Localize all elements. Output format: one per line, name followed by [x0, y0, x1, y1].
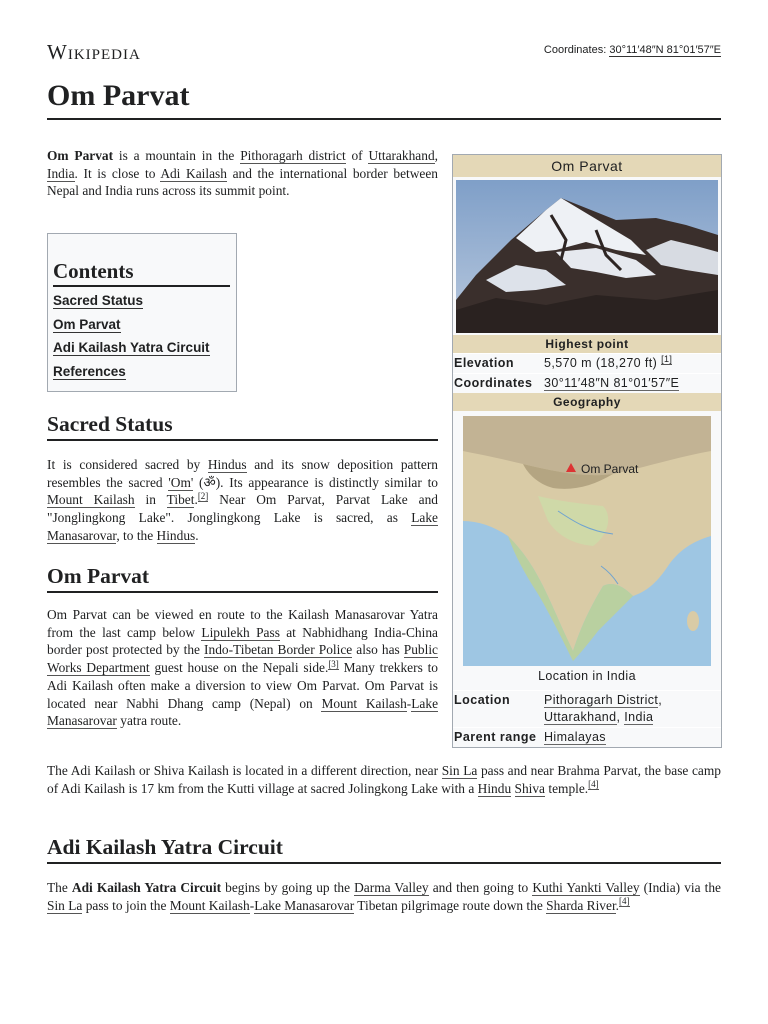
link-mount-kailash-3[interactable]: Mount Kailash	[169, 897, 250, 913]
ref-4[interactable]: [4]	[588, 779, 599, 790]
link-tibet[interactable]: Tibet	[166, 492, 195, 508]
infobox-row-elevation	[453, 353, 721, 373]
location-map[interactable]	[463, 416, 711, 666]
location-label: Location	[454, 693, 511, 707]
link-shiva[interactable]: Shiva	[514, 780, 546, 796]
om-paragraph-2-wrap	[47, 762, 721, 797]
link-mount-kailash-2[interactable]: Mount Kailash	[321, 695, 407, 711]
link-hindus[interactable]: Hindus	[207, 457, 247, 472]
infobox-row-parent-range	[453, 727, 721, 747]
toc-item-adi-kailash-yatra-circuit[interactable]: Adi Kailash Yatra Circuit	[53, 340, 210, 355]
sacred-paragraph: It is considered sacred by Hindus and its snow deposition pattern resembles the sacred 'Om' (ॐ). Its appearance is distinctly similar to Mount Kailash in Tibet.[2] Near Om Parvat, Parvat Lake and "Jonglingkong Lake". Jonglingkong Lake is sacred, as Lake Manasarovar, to the Hindus.	[47, 457, 438, 543]
heading-om-parvat: Om Parvat	[47, 562, 438, 593]
map-caption: Location in India	[538, 669, 636, 683]
infobox-geography-header: Geography	[453, 393, 721, 411]
link-uttarakhand[interactable]: Uttarakhand	[368, 148, 435, 163]
coordinates-label: Coordinates:	[543, 44, 607, 56]
coordinates-link-ib[interactable]: 30°11′48″N 81°01′57″E	[544, 376, 680, 390]
elevation-label: Elevation	[454, 356, 515, 370]
link-lake-manasarovar-3[interactable]: Lake Manasarovar	[254, 897, 355, 913]
link-india-ib[interactable]: India	[624, 710, 654, 724]
infobox-title: Om Parvat	[453, 155, 721, 177]
link-uttarakhand-ib[interactable]: Uttarakhand	[544, 710, 617, 724]
lead-bold-title: Om Parvat	[47, 148, 114, 163]
link-himalayas[interactable]: Himalayas	[544, 730, 606, 744]
link-pithoragarh-district-ib[interactable]: Pithoragarh District	[544, 693, 659, 707]
header-coordinates	[544, 44, 721, 56]
link-lipulekh-pass[interactable]: Lipulekh Pass	[201, 624, 280, 640]
mountain-photo[interactable]	[456, 180, 718, 333]
link-india[interactable]: India	[47, 165, 75, 181]
infobox-row-location	[453, 690, 721, 727]
section-om-parvat	[47, 606, 438, 730]
link-sin-la[interactable]: Sin La	[441, 763, 478, 778]
toc-title: Contents	[53, 258, 230, 287]
heading-sacred-status: Sacred Status	[47, 410, 438, 441]
wikipedia-wordmark[interactable]: Wikipedia	[47, 40, 141, 64]
infobox-highest-point-header: Highest point	[453, 335, 721, 353]
location-value: Pithoragarh District, Uttarakhand, India	[544, 693, 663, 724]
circuit-bold: Adi Kailash Yatra Circuit	[71, 880, 222, 895]
infobox-row-coordinates	[453, 373, 721, 393]
section-circuit	[47, 879, 721, 914]
heading-adi-kailash-yatra-circuit: Adi Kailash Yatra Circuit	[47, 833, 721, 864]
link-pwd[interactable]: Public Works Department	[47, 642, 438, 676]
elevation-value: 5,570 m (18,270 ft) [1]	[544, 353, 673, 370]
lead-paragraph: Om Parvat is a mountain in the Pithoragarh district of Uttarakhand, India. It is close to Adi Kailash and the international border between Nepal and India runs across its summit point.	[47, 148, 438, 199]
link-darma-valley[interactable]: Darma Valley	[354, 880, 429, 895]
lead-section	[47, 147, 438, 200]
coordinates-label-ib: Coordinates	[454, 376, 533, 390]
link-adi-kailash[interactable]: Adi Kailash	[160, 165, 227, 181]
map-marker-label: Om Parvat	[581, 462, 639, 476]
link-pithoragarh-district[interactable]: Pithoragarh district	[240, 148, 346, 163]
toc-item-sacred-status[interactable]: Sacred Status	[53, 293, 144, 308]
link-sin-la-2[interactable]: Sin La	[47, 897, 83, 913]
coordinates-link[interactable]: 30°11′48″N 81°01′57″E	[609, 44, 721, 56]
link-lake-manasarovar-2[interactable]: Lake Manasarovar	[47, 695, 439, 729]
table-of-contents	[47, 233, 237, 392]
link-hindu[interactable]: Hindu	[477, 780, 512, 796]
ref-4-b[interactable]: [4]	[619, 896, 630, 907]
circuit-paragraph: The Adi Kailash Yatra Circuit begins by going up the Darma Valley and then going to Kuthi Yankti Valley (India) via the Sin La pass to join the Mount Kailash-Lake Manasarovar Tibetan pilgrimage route down the Sharda River.[4]	[47, 880, 721, 913]
om-paragraph-1: Om Parvat can be viewed en route to the Kailash Manasarovar Yatra from the last camp below Lipulekh Pass at Nabhidhang India-China border post protected by the Indo-Tibetan Border Police also has Public Works Department guest house on the Nepali side.[3] Many trekkers to Adi Kailash often make a diversion to view Om Parvat. Om Parvat is located near Nabhi Dhang camp (Nepal) on Mount Kailash-Lake Manasarovar yatra route.	[47, 607, 439, 729]
parent-range-label: Parent range	[454, 730, 537, 744]
link-kuthi-yankti-valley[interactable]: Kuthi Yankti Valley	[532, 880, 640, 895]
link-mount-kailash[interactable]: Mount Kailash	[47, 492, 135, 508]
ref-3[interactable]: [3]	[328, 658, 339, 669]
ref-1[interactable]: [1]	[661, 353, 673, 364]
page-title: Om Parvat	[47, 78, 721, 120]
toc-item-om-parvat[interactable]: Om Parvat	[53, 316, 121, 332]
link-om[interactable]: 'Om'	[168, 474, 194, 490]
infobox	[452, 154, 722, 748]
ref-2[interactable]: [2]	[197, 490, 209, 501]
toc-item-references[interactable]: References	[53, 363, 126, 379]
om-paragraph-2: The Adi Kailash or Shiva Kailash is located in a different direction, near Sin La pass and near Brahma Parvat, the base camp of Adi Kailash is 17 km from the Kutti village at sacred Jolingkong Lake with a Hindu Shiva temple.[4]	[47, 763, 721, 796]
link-lake-manasarovar[interactable]: Lake Manasarovar	[47, 510, 438, 543]
link-itbp[interactable]: Indo-Tibetan Border Police	[204, 642, 353, 658]
link-sharda-river[interactable]: Sharda River	[546, 897, 616, 913]
section-sacred-status	[47, 456, 438, 545]
link-hindus-2[interactable]: Hindus	[156, 527, 196, 543]
